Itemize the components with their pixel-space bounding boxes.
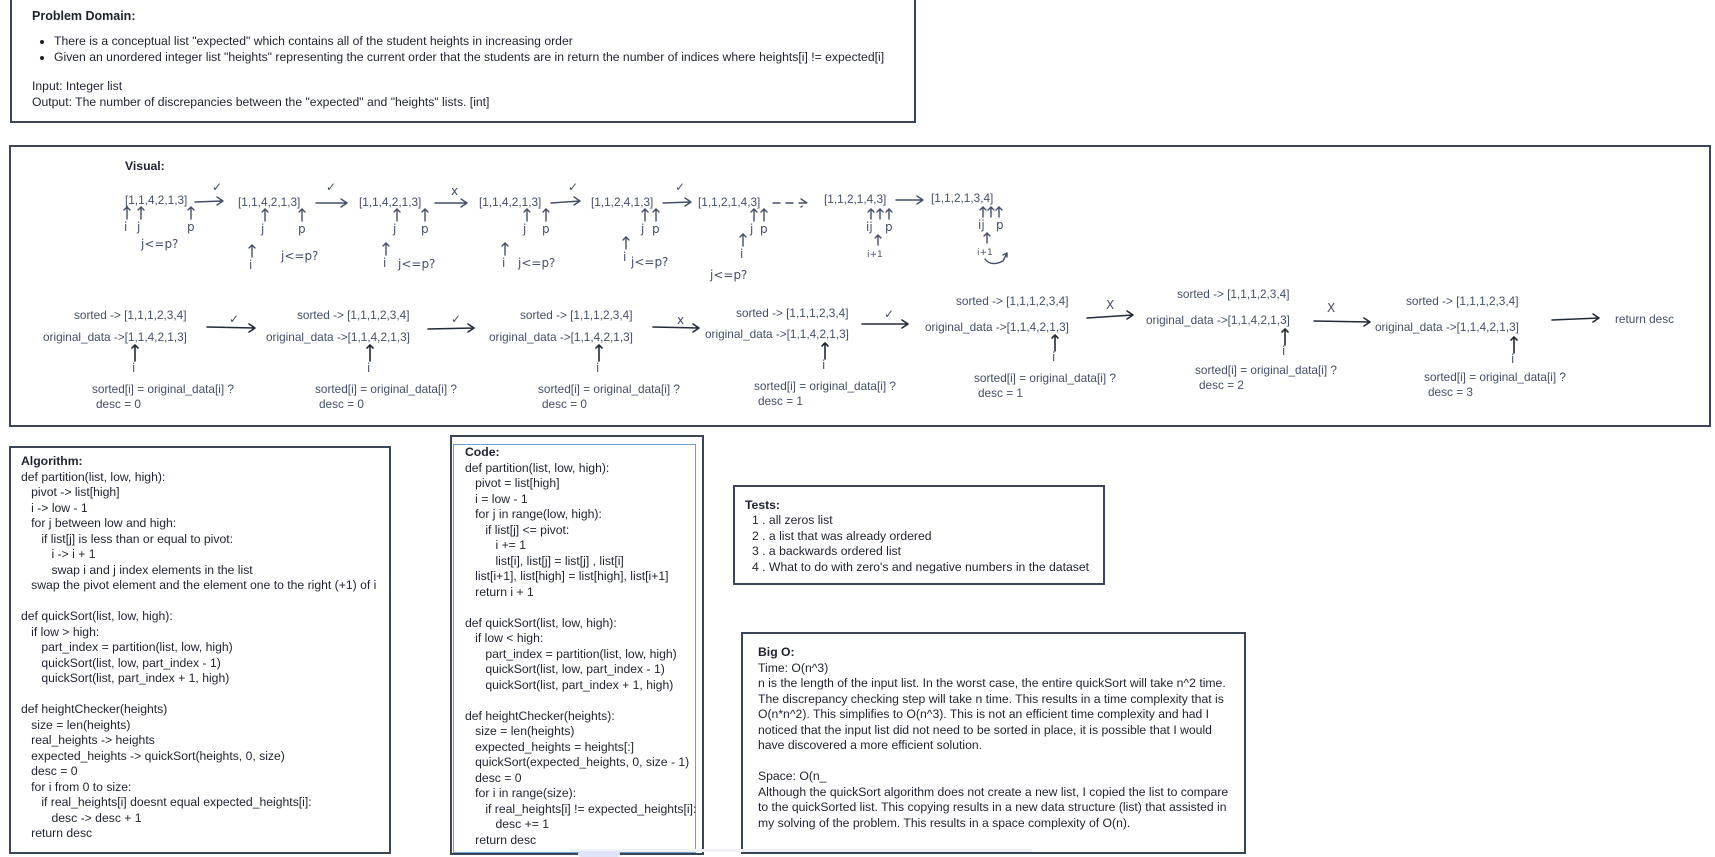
pointer-i: i [249, 258, 253, 272]
desc-label: desc = 0 [96, 397, 141, 411]
text-line: pivot = list[high] [465, 476, 560, 490]
algorithm-panel [9, 446, 391, 854]
text-line: 4 . What to do with zero's and negative numbers in the dataset [752, 559, 1090, 574]
text-line: noticed that the input list did not need to be sorted in place, it is possible that I would [758, 722, 1212, 737]
text-line: i += 1 [465, 538, 526, 552]
step-list: [1,1,4,2,1,3] [359, 195, 422, 209]
text-line: real_heights -> heights [21, 733, 155, 747]
original-label: original_data ->[1,1,4,2,1,3] [43, 330, 187, 344]
pointer-j: j [750, 222, 754, 236]
pointer-p: p [298, 222, 306, 236]
text-line: list[i], list[j] = list[j] , list[i] [465, 553, 624, 568]
text-line [465, 693, 695, 709]
text-line: swap the pivot element and the element one to the right (+1) of i [21, 578, 377, 592]
compare-label: j<=p? [631, 255, 669, 269]
text-line: expected_heights -> quickSort(heights, 0, size) [21, 748, 285, 763]
pointer-i: i [124, 220, 128, 234]
check-mark: ✓ [229, 312, 240, 326]
text-line [21, 687, 389, 703]
cross-mark: x [451, 184, 459, 198]
pointer-ij: ij [866, 220, 873, 234]
text-line: quickSort(list, part_index + 1, high) [21, 671, 230, 685]
original-label: original_data ->[1,1,4,2,1,3] [705, 327, 849, 341]
compare-step-6 [1146, 287, 1370, 392]
text-line: i -> i + 1 [21, 547, 96, 561]
pointer-p: p [885, 220, 893, 234]
problem-output: Output: The number of discrepancies between the "expected" and "heights" lists. [int] [32, 95, 490, 109]
sorted-label: sorted -> [1,1,1,2,3,4] [297, 308, 410, 322]
return-label: return desc [1615, 312, 1675, 326]
problem-input: Input: Integer list [32, 79, 123, 93]
code-editor-area[interactable] [453, 444, 696, 853]
text-line: if list[j] is less than or equal to pivot: [21, 531, 234, 546]
text-line [21, 594, 389, 610]
text-line: if list[j] <= pivot: [465, 522, 570, 537]
original-label: original_data ->[1,1,4,2,1,3] [925, 320, 1069, 334]
check-mark: ✓ [451, 312, 462, 326]
text-line [465, 600, 695, 616]
tests-panel [733, 485, 1105, 585]
sorted-label: sorted -> [1,1,1,2,3,4] [520, 308, 633, 322]
visual-diagram [11, 147, 1711, 427]
text-line: return i + 1 [465, 584, 534, 599]
sorted-label: sorted -> [1,1,1,2,3,4] [956, 294, 1069, 308]
step-arrow [663, 198, 691, 206]
text-line: size = len(heights) [21, 717, 131, 732]
text-line: if low < high: [465, 631, 544, 645]
pointer-i: i [502, 256, 506, 270]
problem-bullet: • Given an unordered integer list "heights" representing the current order that the students are in return the number of indices where heights[i] != expected[i] [54, 49, 884, 65]
compare-label: j<=p? [518, 256, 556, 270]
compare-label: j<=p? [281, 249, 319, 263]
text-line: expected_heights = heights[:] [465, 739, 635, 754]
sorted-label: sorted -> [1,1,1,2,3,4] [736, 306, 849, 320]
pointer-i: i [596, 361, 600, 375]
pointer-j: j [393, 222, 397, 236]
problem-domain-panel [10, 0, 916, 123]
check-mark: ✓ [884, 307, 895, 321]
step-arrow [316, 199, 347, 207]
problem-bullet: • There is a conceptual list "expected" which contains all of the student heights in increasing order [54, 33, 884, 49]
text-line: Time: O(n^3) [758, 660, 829, 675]
question-label: sorted[i] = original_data[i] ? [92, 382, 234, 396]
pointer-ij: ij [978, 218, 985, 232]
text-line: quickSort(expected_heights, 0, size - 1) [465, 755, 690, 769]
step-arrow [435, 199, 467, 207]
pointer-j: j [137, 220, 141, 234]
code-lines [465, 445, 695, 848]
pointer-labels [124, 218, 1004, 272]
text-line: for i from 0 to size: [21, 779, 132, 794]
pointer-p: p [542, 222, 550, 236]
pointer-p: p [421, 222, 429, 236]
text-line: return desc [465, 832, 537, 847]
text-line: for j in range(low, high): [465, 507, 602, 521]
tests-title: Tests: [745, 498, 780, 512]
text-line: desc = 0 [21, 764, 78, 778]
step-arrow [195, 197, 223, 205]
compare-step-3 [489, 308, 699, 411]
pointer-j: j [523, 222, 527, 236]
text-line: def heightChecker(heights): [465, 708, 615, 723]
original-label: original_data ->[1,1,4,2,1,3] [1146, 313, 1290, 327]
text-line: 2 . a list that was already ordered [752, 528, 932, 543]
text-line: quickSort(list, part_index + 1, high) [465, 677, 674, 692]
text-line: have discovered a more efficient solution. [758, 738, 983, 752]
text-line: def partition(list, low, high): [465, 460, 610, 475]
text-line: for i in range(size): [465, 786, 577, 800]
desc-label: desc = 0 [319, 397, 364, 411]
code-panel [450, 435, 704, 855]
algorithm-lines [21, 454, 389, 842]
visual-title: Visual: [125, 159, 165, 173]
problem-bullets [40, 33, 884, 65]
text-line: part_index = partition(list, low, high) [21, 640, 233, 654]
compare-step-1 [43, 308, 255, 411]
text-line: def partition(list, low, high): [21, 469, 166, 484]
cross-mark: X [1327, 301, 1336, 315]
compare-label: j<=p? [398, 257, 436, 271]
text-line: def quickSort(list, low, high): [465, 615, 617, 630]
text-line: for j between low and high: [21, 516, 177, 530]
text-line: def heightChecker(heights) [21, 702, 168, 716]
pointer-i: i [623, 250, 627, 264]
text-line: Although the quickSort algorithm does not create a new list, I copied the list to compare [758, 784, 1229, 799]
original-label: original_data ->[1,1,4,2,1,3] [489, 330, 633, 344]
text-line: i -> low - 1 [21, 500, 88, 515]
compare-label: j<=p? [710, 268, 748, 282]
text-line: O(n*n^2). This simplifies to O(n^3). This is not an efficient time complexity and had I [758, 707, 1210, 721]
text-line: The discrepancy checking step will take n time. This results in a time complexity that is [758, 691, 1224, 706]
compare-step-2 [266, 308, 474, 411]
cross-mark: x [677, 313, 685, 327]
big-o-panel [741, 632, 1246, 854]
text-line [758, 754, 1244, 770]
pointer-p: p [187, 220, 195, 234]
text-line: def quickSort(list, low, high): [21, 609, 173, 623]
text-line: desc += 1 [465, 817, 550, 831]
text-line: if real_heights[i] doesnt equal expected_heights[i]: [21, 795, 312, 809]
text-line: Algorithm: [21, 454, 83, 468]
pointer-i: i [383, 256, 387, 270]
text-line: Space: O(n_ [758, 769, 827, 783]
text-line: part_index = partition(list, low, high) [465, 646, 677, 661]
text-line: size = len(heights) [465, 724, 575, 738]
sorted-label: sorted -> [1,1,1,2,3,4] [1177, 287, 1290, 301]
check-mark: ✓ [568, 180, 579, 194]
text-line: Code: [465, 445, 500, 459]
big-o-lines [758, 645, 1244, 831]
step-arrow [896, 196, 923, 204]
step-list: [1,1,4,2,1,3] [238, 195, 301, 209]
pointer-i: i [1282, 344, 1286, 358]
text-line: quickSort(list, low, part_index - 1) [21, 655, 221, 670]
compare-step-5 [925, 294, 1133, 400]
visual-panel [9, 145, 1711, 427]
question-label: sorted[i] = original_data[i] ? [1195, 363, 1337, 377]
text-line: to the quickSorted list. This copying results in a new data structure (list) that assisted in [758, 800, 1227, 814]
increment-label: i+1 [867, 250, 883, 260]
text-line: list[i+1], list[high] = list[high], list[i+1] [465, 569, 669, 583]
question-label: sorted[i] = original_data[i] ? [538, 382, 680, 396]
sorted-label: sorted -> [1,1,1,2,3,4] [74, 308, 187, 322]
desc-label: desc = 3 [1428, 385, 1473, 399]
compare-labels [140, 237, 747, 282]
text-line: return desc [21, 826, 93, 840]
text-line: pivot -> list[high] [21, 485, 120, 499]
step-list: [1,1,4,2,1,3] [479, 195, 542, 209]
question-label: sorted[i] = original_data[i] ? [1424, 370, 1566, 384]
sorted-label: sorted -> [1,1,1,2,3,4] [1406, 294, 1519, 308]
text-line: desc -> desc + 1 [21, 810, 142, 825]
text-line: desc = 0 [465, 770, 522, 785]
desc-label: desc = 2 [1199, 378, 1244, 392]
pointer-i: i [367, 361, 371, 375]
question-label: sorted[i] = original_data[i] ? [754, 379, 896, 393]
desc-label: desc = 0 [542, 397, 587, 411]
pointer-i: i [132, 361, 136, 375]
increment-label: i+1 [977, 248, 993, 258]
text-line: 3 . a backwards ordered list [752, 544, 902, 558]
tests-list [745, 513, 1103, 575]
step-list: [1,1,2,1,4,3] [824, 192, 887, 206]
step-list: [1,1,2,4,1,3] [591, 195, 654, 209]
check-mark: ✓ [675, 180, 686, 194]
step-list: [1,1,2,1,3,4] [931, 191, 994, 205]
check-mark: ✓ [326, 180, 337, 194]
text-line: quickSort(list, low, part_index - 1) [465, 662, 665, 676]
pointer-p: p [652, 222, 660, 236]
check-mark: ✓ [212, 180, 223, 194]
question-label: sorted[i] = original_data[i] ? [974, 371, 1116, 385]
pointer-j: j [261, 222, 265, 236]
step-list: [1,1,2,1,4,3] [698, 195, 761, 209]
problem-title: Problem Domain: [32, 9, 136, 23]
question-label: sorted[i] = original_data[i] ? [315, 382, 457, 396]
pointer-j: j [641, 222, 645, 236]
text-line: i = low - 1 [465, 491, 528, 506]
text-line: 1 . all zeros list [752, 513, 833, 527]
dashed-arrow [773, 199, 807, 207]
text-line: swap i and j index elements in the list [21, 562, 253, 577]
compare-label: j<=p? [141, 237, 179, 251]
pointer-i: i [740, 247, 744, 261]
text-line: n is the length of the input list. In the worst case, the entire quickSort will take n^2 time. [758, 676, 1226, 690]
pointer-i: i [1511, 352, 1515, 366]
cross-mark: X [1106, 298, 1115, 312]
desc-label: desc = 1 [978, 386, 1023, 400]
pointer-p: p [760, 222, 768, 236]
text-line: Big O: [758, 645, 795, 659]
step-arrow [551, 197, 580, 205]
pointer-i: i [1052, 350, 1056, 364]
step-list: [1,1,4,2,1,3] [125, 193, 188, 207]
pointer-p: p [996, 218, 1004, 232]
compare-step-7 [1375, 294, 1599, 399]
original-label: original_data ->[1,1,4,2,1,3] [266, 330, 410, 344]
desc-label: desc = 1 [758, 394, 803, 408]
text-line: if real_heights[i] != expected_heights[i]: [465, 801, 697, 816]
original-label: original_data ->[1,1,4,2,1,3] [1375, 320, 1519, 334]
text-line: if low > high: [21, 624, 100, 639]
pointer-i: i [822, 358, 826, 372]
text-line: my solving of the problem. This results in a space complexity of O(n). [758, 815, 1131, 830]
compare-step-4 [705, 306, 908, 408]
